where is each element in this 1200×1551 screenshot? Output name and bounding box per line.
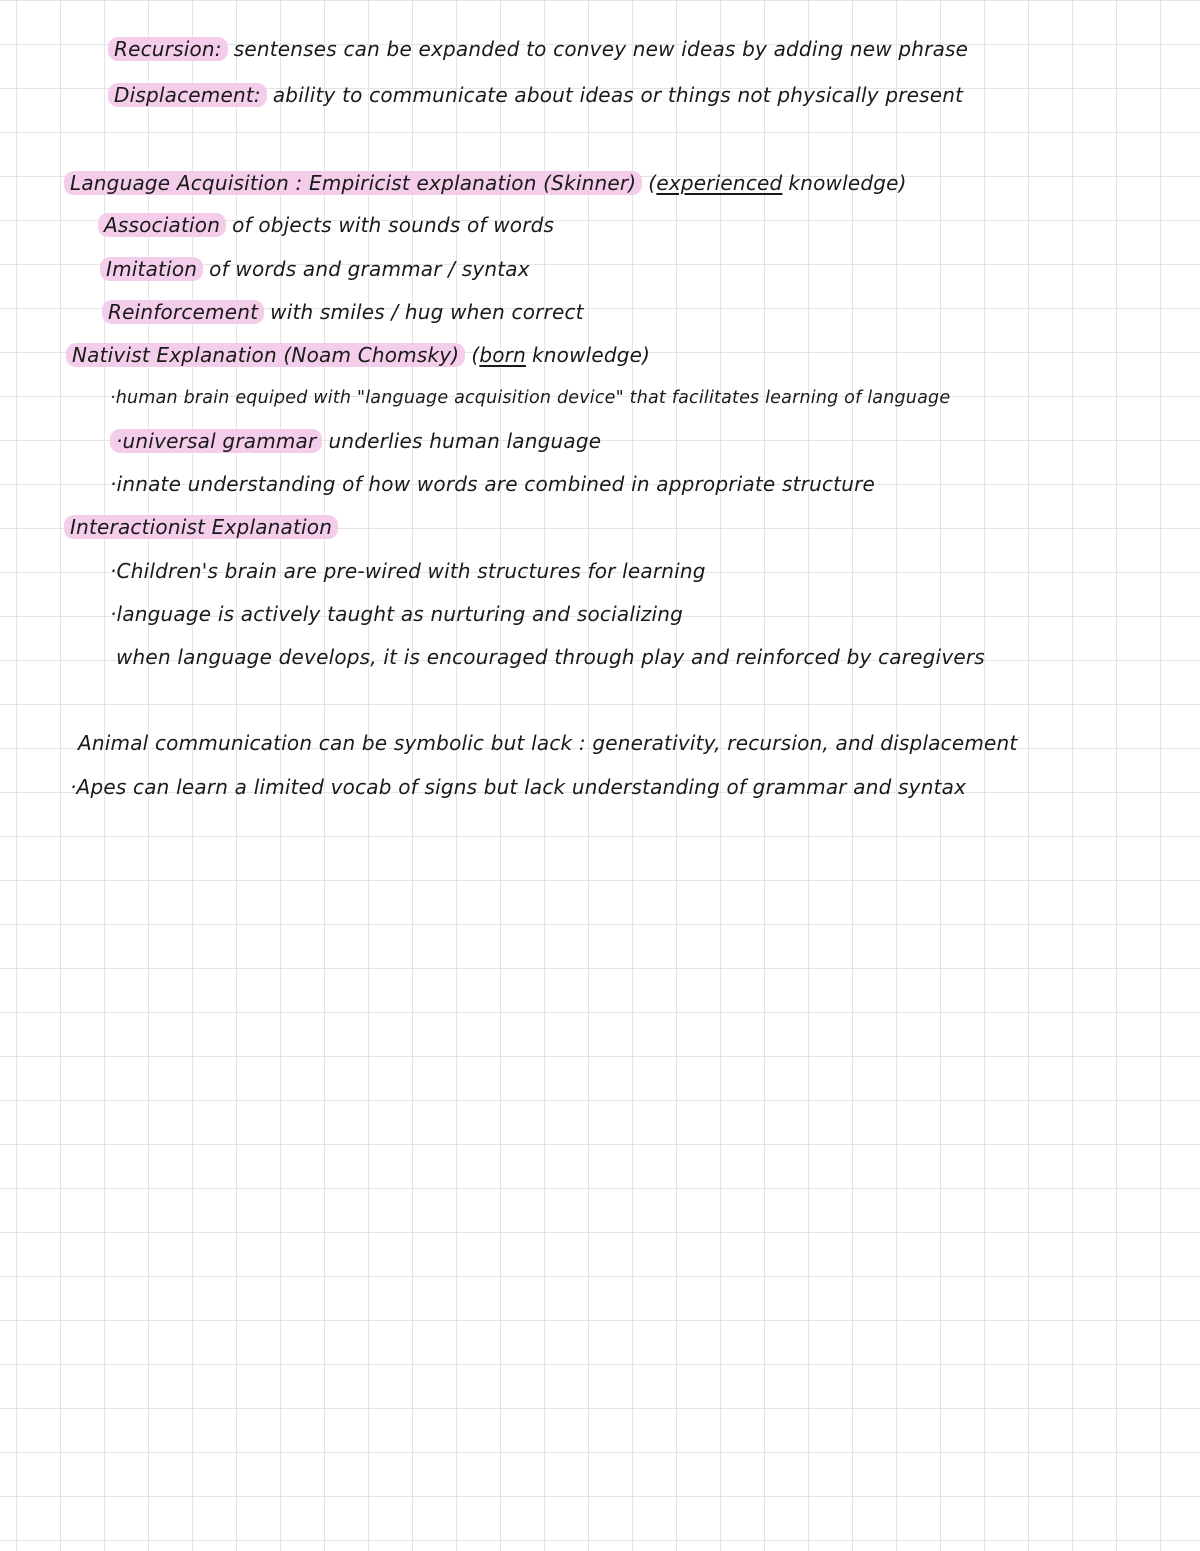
displacement-text: ability to communicate about ideas or things not physically present <box>272 83 964 107</box>
reinforcement-line <box>102 297 584 327</box>
interactionist-point-1: ·Children's brain are pre-wired with structures for learning <box>110 559 706 583</box>
acquisition-heading-paren-open: ( <box>648 171 657 195</box>
reinforcement-term: Reinforcement <box>102 300 264 324</box>
nativist-point-2 <box>110 426 601 456</box>
nativist-point-3: ·innate understanding of how words are combined in appropriate structure <box>110 472 875 496</box>
nativist-heading-paren-open: ( <box>471 343 480 367</box>
recursion-term: Recursion: <box>108 37 228 61</box>
universal-grammar-text: underlies human language <box>328 429 602 453</box>
recursion-text: sentenses can be expanded to convey new ideas by adding new phrase <box>233 37 969 61</box>
universal-grammar-term: ·universal grammar <box>110 429 322 453</box>
displacement-line <box>108 80 963 110</box>
nativist-heading-label: Nativist Explanation (Noam Chomsky) <box>66 343 465 367</box>
association-text: of objects with sounds of words <box>232 213 555 237</box>
nativist-point-1: ·human brain equiped with "language acquisition device" that facilitates learning of language <box>110 388 951 408</box>
interactionist-heading <box>64 512 338 542</box>
interactionist-point-3: when language develops, it is encouraged through play and reinforced by caregivers <box>116 645 985 669</box>
imitation-line <box>100 254 530 284</box>
interactionist-point-2: ·language is actively taught as nurturing and socializing <box>110 602 684 626</box>
association-term: Association <box>98 213 226 237</box>
nativist-heading-paren-rest: knowledge) <box>531 343 651 367</box>
acquisition-heading-paren-rest: knowledge) <box>788 171 907 195</box>
association-line <box>98 210 554 240</box>
nativist-heading-underlined: born <box>479 343 526 367</box>
animal-line-1: Animal communication can be symbolic but lack : generativity, recursion, and displacement <box>78 731 1018 755</box>
recursion-line <box>108 34 968 64</box>
imitation-text: of words and grammar / syntax <box>209 257 530 281</box>
displacement-term: Displacement: <box>108 83 267 107</box>
acquisition-heading <box>64 168 907 198</box>
acquisition-heading-label: Language Acquisition : Empiricist explanation (Skinner) <box>64 171 642 195</box>
animal-line-2: ·Apes can learn a limited vocab of signs but lack understanding of grammar and syntax <box>70 775 967 799</box>
nativist-heading <box>66 340 650 370</box>
interactionist-heading-label: Interactionist Explanation <box>64 515 338 539</box>
imitation-term: Imitation <box>100 257 203 281</box>
acquisition-heading-underlined: experienced <box>656 171 783 195</box>
reinforcement-text: with smiles / hug when correct <box>270 300 584 324</box>
